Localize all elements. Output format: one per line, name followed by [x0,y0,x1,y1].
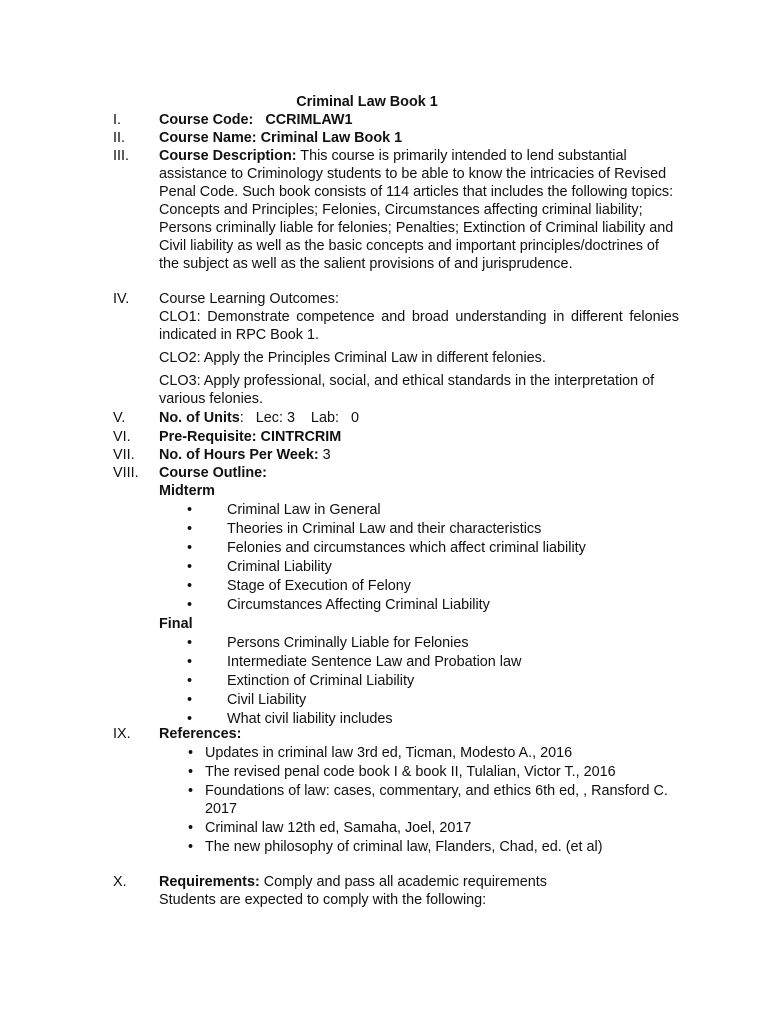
section-course-code [113,111,679,129]
list-item-text: Stage of Execution of Felony [227,578,411,594]
course-name-value: Criminal Law Book 1 [260,130,403,146]
list-item [159,763,679,781]
bullet-icon: • [188,783,194,799]
list-item [159,520,679,539]
list-item [159,577,679,596]
bullet-icon: • [187,692,193,708]
bullet-icon: • [187,540,193,556]
course-description-text: This course is primarily intended to lend substantial assistance to Criminology students to be able to know the intricacies of Revised Penal Code. Such book consists of 114 articles that includes the following topics: Concepts and Principles; Felonies, Circumstances affecting criminal liability; Persons criminally liable for felonies; Penalties; Extinction of Criminal liability and Civil liability as well as the basic concepts and important principles/doctrines of the subject as well as the salient provisions of and jurisprudence. [159,148,674,272]
reference-text: The new philosophy of criminal law, Flanders, Chad, ed. (et al) [205,839,603,855]
final-list [159,634,679,729]
bullet-icon: • [187,654,193,670]
bullet-icon: • [187,521,193,537]
section-references [113,725,679,857]
bullet-icon: • [187,502,193,518]
bullet-icon: • [188,745,194,761]
section-number: IV. [113,291,130,307]
units-label: No. of Units [159,410,240,426]
section-number: I. [113,112,121,128]
section-requirements [113,873,679,909]
list-item [159,691,679,710]
course-code-value: CCRIMLAW1 [265,112,353,128]
list-item-text: Circumstances Affecting Criminal Liability [227,597,490,613]
list-item-text: Criminal Liability [227,559,332,575]
section-prerequisite [113,428,679,446]
reference-text: The revised penal code book I & book II, Tulalian, Victor T., 2016 [205,764,616,780]
reference-text: Updates in criminal law 3rd ed, Ticman, Modesto A., 2016 [205,745,573,761]
section-number: II. [113,130,125,146]
hours-label: No. of Hours Per Week: [159,447,319,463]
bullet-icon: • [187,711,193,727]
course-description-label: Course Description: [159,148,297,164]
learning-outcomes-label: Course Learning Outcomes: [159,291,339,307]
section-number: III. [113,148,129,164]
list-item-text: Civil Liability [227,692,307,708]
reference-text: Criminal law 12th ed, Samaha, Joel, 2017 [205,820,472,836]
list-item [159,744,679,762]
requirements-label: Requirements: [159,874,260,890]
list-item [159,596,679,615]
section-learning-outcomes [113,290,679,408]
section-number: V. [113,410,126,426]
list-item [159,539,679,558]
list-item-text: What civil liability includes [227,711,393,727]
bullet-icon: • [188,764,194,780]
clo1-text: CLO1: Demonstrate competence and broad understanding in different felonies indicated in RPC Book 1. [159,309,679,343]
midterm-heading: Midterm [159,483,215,499]
list-item [159,782,679,818]
clo3-text: CLO3: Apply professional, social, and ethical standards in the interpretation of various felonies. [159,373,655,407]
final-heading: Final [159,616,193,632]
section-number: X. [113,874,127,890]
list-item [159,501,679,520]
bullet-icon: • [187,597,193,613]
bullet-icon: • [187,559,193,575]
bullet-icon: • [187,578,193,594]
course-outline-label: Course Outline: [159,465,267,481]
reference-text: Foundations of law: cases, commentary, and ethics 6th ed, , Ransford C. 2017 [205,783,668,817]
bullet-icon: • [187,635,193,651]
section-course-name [113,129,679,147]
references-label: References: [159,726,242,742]
midterm-list [159,501,679,615]
section-units [113,409,679,427]
bullet-icon: • [188,820,194,836]
bullet-icon: • [187,673,193,689]
hours-value: 3 [322,447,331,463]
section-number: VI. [113,429,131,445]
list-item [159,819,679,837]
section-course-description [113,147,679,273]
list-item-text: Persons Criminally Liable for Felonies [227,635,469,651]
list-item [159,653,679,672]
list-item [159,838,679,856]
prerequisite-label: Pre-Requisite: CINTRCRIM [159,429,342,445]
course-code-label: Course Code: [159,112,254,128]
list-item-text: Criminal Law in General [227,502,381,518]
list-item-text: Felonies and circumstances which affect criminal liability [227,540,586,556]
requirements-text: Comply and pass all academic requirements [263,874,547,890]
clo2-text: CLO2: Apply the Principles Criminal Law in different felonies. [159,350,546,366]
section-number: IX. [113,726,131,742]
units-value: : Lec: 3 Lab: 0 [239,410,359,426]
list-item [159,634,679,653]
requirements-line2: Students are expected to comply with the following: [159,892,487,908]
section-hours [113,446,679,464]
bullet-icon: • [188,839,194,855]
list-item [159,672,679,691]
section-number: VII. [113,447,135,463]
course-name-label: Course Name: [159,130,257,146]
list-item-text: Intermediate Sentence Law and Probation law [227,654,522,670]
references-list [159,744,679,856]
section-number: VIII. [113,465,139,481]
section-course-outline [113,464,679,729]
list-item-text: Extinction of Criminal Liability [227,673,415,689]
list-item-text: Theories in Criminal Law and their characteristics [227,521,542,537]
document-title: Criminal Law Book 1 [296,94,438,110]
list-item [159,558,679,577]
